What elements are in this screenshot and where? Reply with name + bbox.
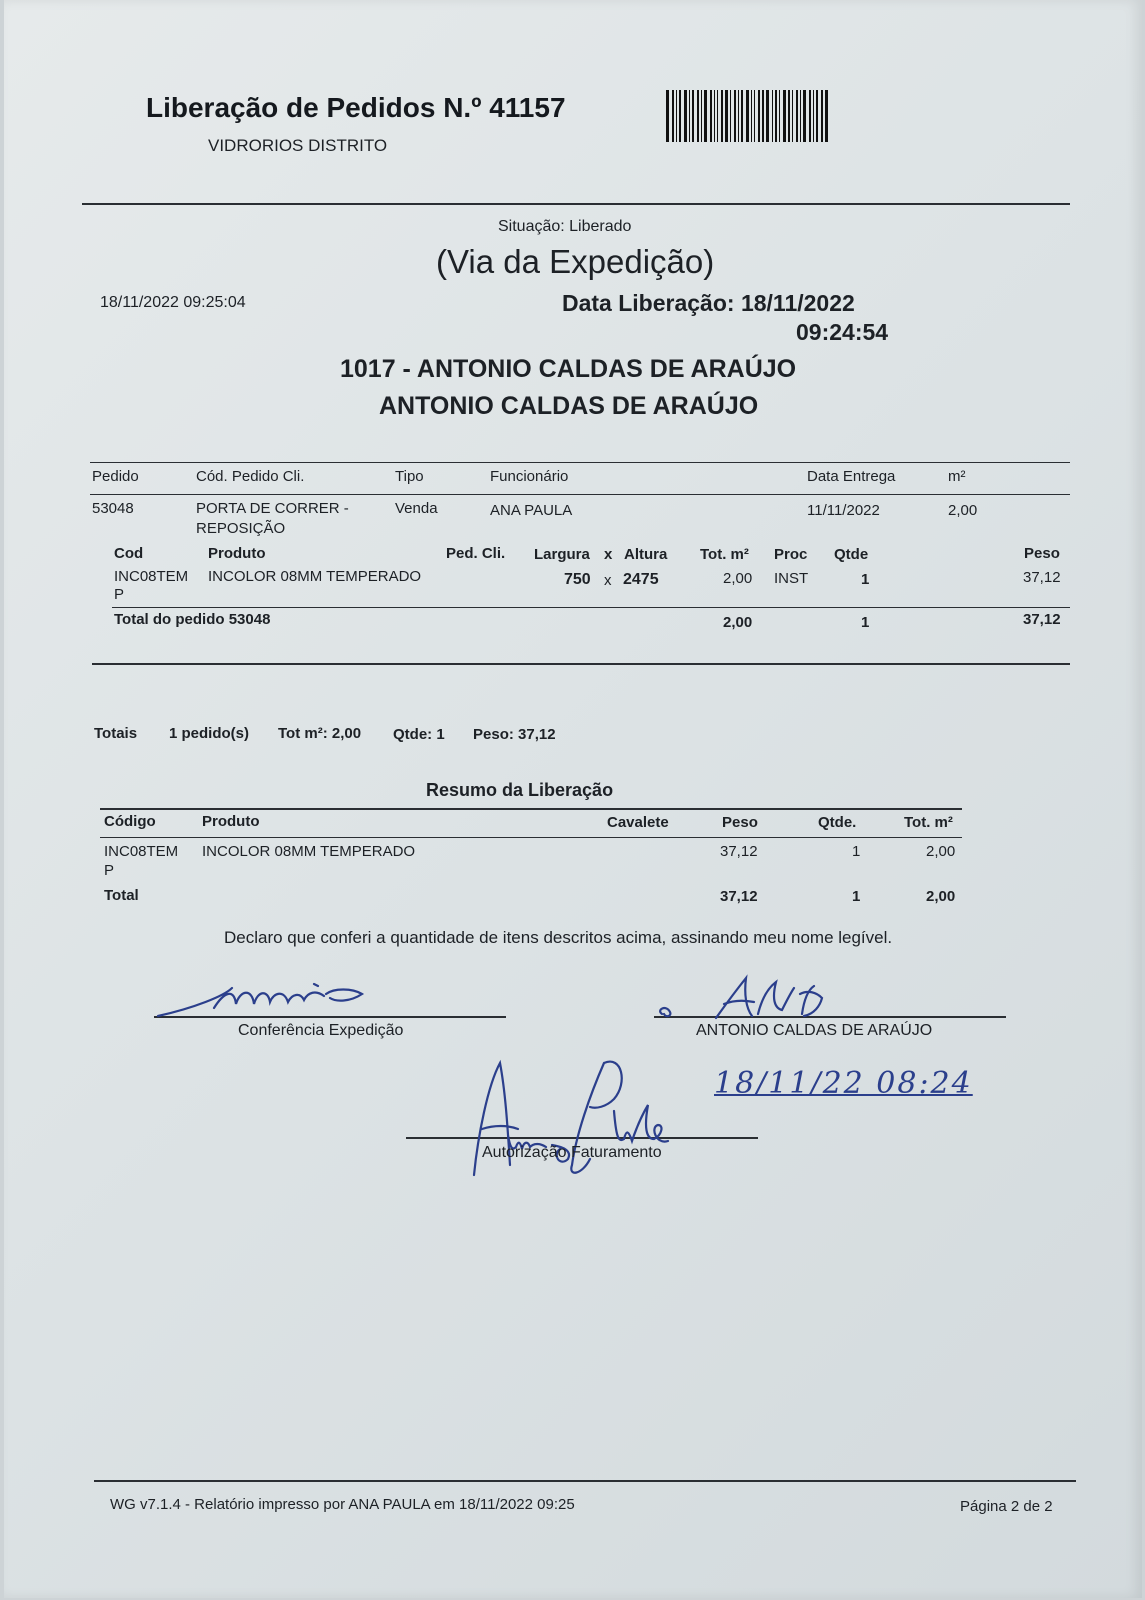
- summary-total-label: Total: [104, 887, 139, 904]
- item-header-proc: Proc: [774, 546, 808, 563]
- totals-orders: 1 pedido(s): [169, 725, 250, 742]
- barcode-bar: [788, 90, 790, 142]
- order-client-ref-line1: PORTA DE CORRER -: [196, 500, 349, 517]
- totals-label: Totais: [94, 725, 138, 742]
- summary-peso: 37,12: [720, 843, 758, 860]
- summary-header-produto: Produto: [202, 813, 260, 830]
- barcode-bar: [679, 90, 681, 142]
- summary-total-peso: 37,12: [720, 888, 758, 905]
- summary-top-line: [100, 808, 962, 810]
- company-name: VIDRORIOS DISTRITO: [208, 136, 388, 155]
- signature-label-autorizacao: Autorização Faturamento: [482, 1144, 662, 1161]
- barcode-bar: [772, 90, 773, 142]
- order-type: Venda: [395, 500, 438, 517]
- item-header-tot-m2: Tot. m²: [700, 546, 749, 563]
- barcode-bar: [714, 90, 715, 142]
- summary-header-qtde: Qtde.: [818, 814, 857, 831]
- barcode-bar: [792, 90, 793, 142]
- barcode-bar: [697, 90, 699, 142]
- totals-qtde: Qtde: 1: [393, 726, 445, 743]
- item-code-line1: INC08TEM: [114, 568, 189, 585]
- barcode-bar: [676, 90, 677, 142]
- barcode-bar: [710, 90, 712, 142]
- item-header-altura: Altura: [624, 546, 668, 563]
- status-label: Situação: Liberado: [498, 218, 632, 235]
- order-delivery-date: 11/11/2022: [807, 502, 880, 519]
- col-header-funcionario: Funcionário: [490, 468, 569, 485]
- footer-divider: [94, 1480, 1076, 1482]
- barcode-bar: [751, 90, 752, 142]
- handwritten-signature-autorizacao: [464, 1055, 694, 1185]
- barcode-bar: [701, 90, 702, 142]
- barcode-bar: [717, 90, 718, 142]
- barcode-bar: [689, 90, 690, 142]
- handwritten-signature-cliente: [654, 974, 874, 1026]
- order-m2: 2,00: [948, 502, 978, 519]
- summary-total-m2: 2,00: [926, 888, 956, 905]
- footer-printed-by: WG v7.1.4 - Relatório impresso por ANA PAULA em 18/11/2022 09:25: [110, 1496, 575, 1513]
- client-name: ANTONIO CALDAS DE ARAÚJO: [379, 392, 759, 420]
- order-client-ref-line2: REPOSIÇÃO: [196, 520, 286, 537]
- order-table-bottom-line: [92, 663, 1070, 665]
- summary-header-tot-m2: Tot. m²: [904, 814, 953, 831]
- summary-header-line: [100, 837, 962, 838]
- order-subtotal-label: Total do pedido 53048: [114, 611, 271, 628]
- order-subtotal-qtde: 1: [861, 614, 870, 631]
- order-subtotal-peso: 37,12: [1023, 611, 1061, 628]
- item-header-cod: Cod: [114, 545, 144, 562]
- item-height: 2475: [623, 571, 659, 588]
- footer-page-number: Página 2 de 2: [960, 1498, 1053, 1515]
- barcode-bar: [825, 90, 828, 142]
- barcode-bar: [821, 90, 823, 142]
- item-header-produto: Produto: [208, 545, 266, 562]
- barcode-bar: [775, 90, 777, 142]
- barcode-bar: [796, 90, 798, 142]
- summary-code-line2: P: [104, 862, 115, 879]
- totals-m2: Tot m²: 2,00: [278, 725, 362, 742]
- summary-product: INCOLOR 08MM TEMPERADO: [202, 843, 416, 860]
- item-proc: INST: [774, 570, 809, 587]
- item-tot-m2: 2,00: [723, 570, 753, 587]
- item-header-largura: Largura: [534, 546, 590, 563]
- handwritten-date: 18/11/22 08:24: [714, 1066, 973, 1101]
- declaration-text: Declaro que conferi a quantidade de itens descritos acima, assinando meu nome legível.: [224, 928, 893, 947]
- order-subtotal-m2: 2,00: [723, 614, 753, 631]
- col-header-data-entrega: Data Entrega: [807, 468, 896, 485]
- order-employee: ANA PAULA: [490, 502, 573, 519]
- document-title: Liberação de Pedidos N.º 41157: [146, 92, 566, 123]
- summary-qtde: 1: [852, 843, 861, 860]
- item-header-qtde: Qtde: [834, 546, 869, 563]
- col-header-m2: m²: [948, 468, 966, 485]
- item-qtde: 1: [861, 571, 870, 588]
- barcode-bar: [816, 90, 818, 142]
- header-divider: [82, 203, 1070, 205]
- summary-title: Resumo da Liberação: [426, 780, 614, 800]
- barcode-bar: [741, 90, 743, 142]
- barcode-bar: [721, 90, 723, 142]
- barcode-bar: [734, 90, 736, 142]
- summary-code-line1: INC08TEM: [104, 843, 179, 860]
- barcode-bar: [762, 90, 764, 142]
- col-header-pedido: Pedido: [92, 468, 139, 485]
- barcode-bar: [738, 90, 739, 142]
- barcode-bar: [766, 90, 769, 142]
- summary-total-qtde: 1: [852, 888, 861, 905]
- document-page: [4, 0, 1142, 1598]
- print-timestamp: 18/11/2022 09:25:04: [100, 294, 246, 311]
- item-header-x: x: [604, 546, 613, 563]
- totals-peso: Peso: 37,12: [473, 726, 556, 743]
- item-dimension-x: x: [604, 572, 612, 589]
- barcode-bar: [783, 90, 786, 142]
- barcode-bar: [684, 90, 687, 142]
- release-date: Data Liberação: 18/11/2022: [562, 290, 855, 316]
- signature-label-cliente: ANTONIO CALDAS DE ARAÚJO: [696, 1022, 933, 1039]
- barcode-bar: [809, 90, 811, 142]
- barcode-bar: [813, 90, 814, 142]
- item-code-line2: P: [114, 586, 125, 603]
- summary-tot-m2: 2,00: [926, 843, 956, 860]
- barcode-bar: [800, 90, 801, 142]
- summary-header-cavalete: Cavalete: [607, 814, 669, 831]
- release-time: 09:24:54: [796, 319, 889, 345]
- col-header-tipo: Tipo: [395, 468, 424, 485]
- item-header-peso: Peso: [1024, 545, 1060, 562]
- summary-header-peso: Peso: [722, 814, 758, 831]
- summary-header-codigo: Código: [104, 813, 156, 830]
- copy-type-title: (Via da Expedição): [436, 243, 715, 280]
- barcode-bar: [746, 90, 749, 142]
- barcode-bar: [725, 90, 728, 142]
- barcode-bar: [666, 90, 669, 142]
- item-product: INCOLOR 08MM TEMPERADO: [208, 568, 422, 585]
- barcode-bar: [758, 90, 760, 142]
- barcode-bar: [692, 90, 694, 142]
- handwritten-signature-conferencia: [154, 978, 384, 1020]
- barcode-bar: [730, 90, 731, 142]
- barcode-bar: [779, 90, 780, 142]
- item-width: 750: [564, 571, 591, 588]
- order-table-top-line: [90, 462, 1070, 463]
- barcode-bar: [704, 90, 707, 142]
- client-code-name: 1017 - ANTONIO CALDAS DE ARAÚJO: [340, 355, 797, 383]
- barcode-bar: [672, 90, 674, 142]
- barcode-bar: [803, 90, 806, 142]
- order-number: 53048: [92, 500, 134, 517]
- col-header-cod-pedido-cli: Cód. Pedido Cli.: [196, 468, 305, 485]
- barcode: [666, 90, 838, 142]
- item-header-ped-cli: Ped. Cli.: [446, 545, 506, 562]
- barcode-bar: [754, 90, 755, 142]
- item-peso: 37,12: [1023, 569, 1061, 586]
- signature-label-conferencia: Conferência Expedição: [238, 1022, 404, 1039]
- item-subtotal-line: [112, 607, 1070, 608]
- order-table-header-line: [90, 494, 1070, 495]
